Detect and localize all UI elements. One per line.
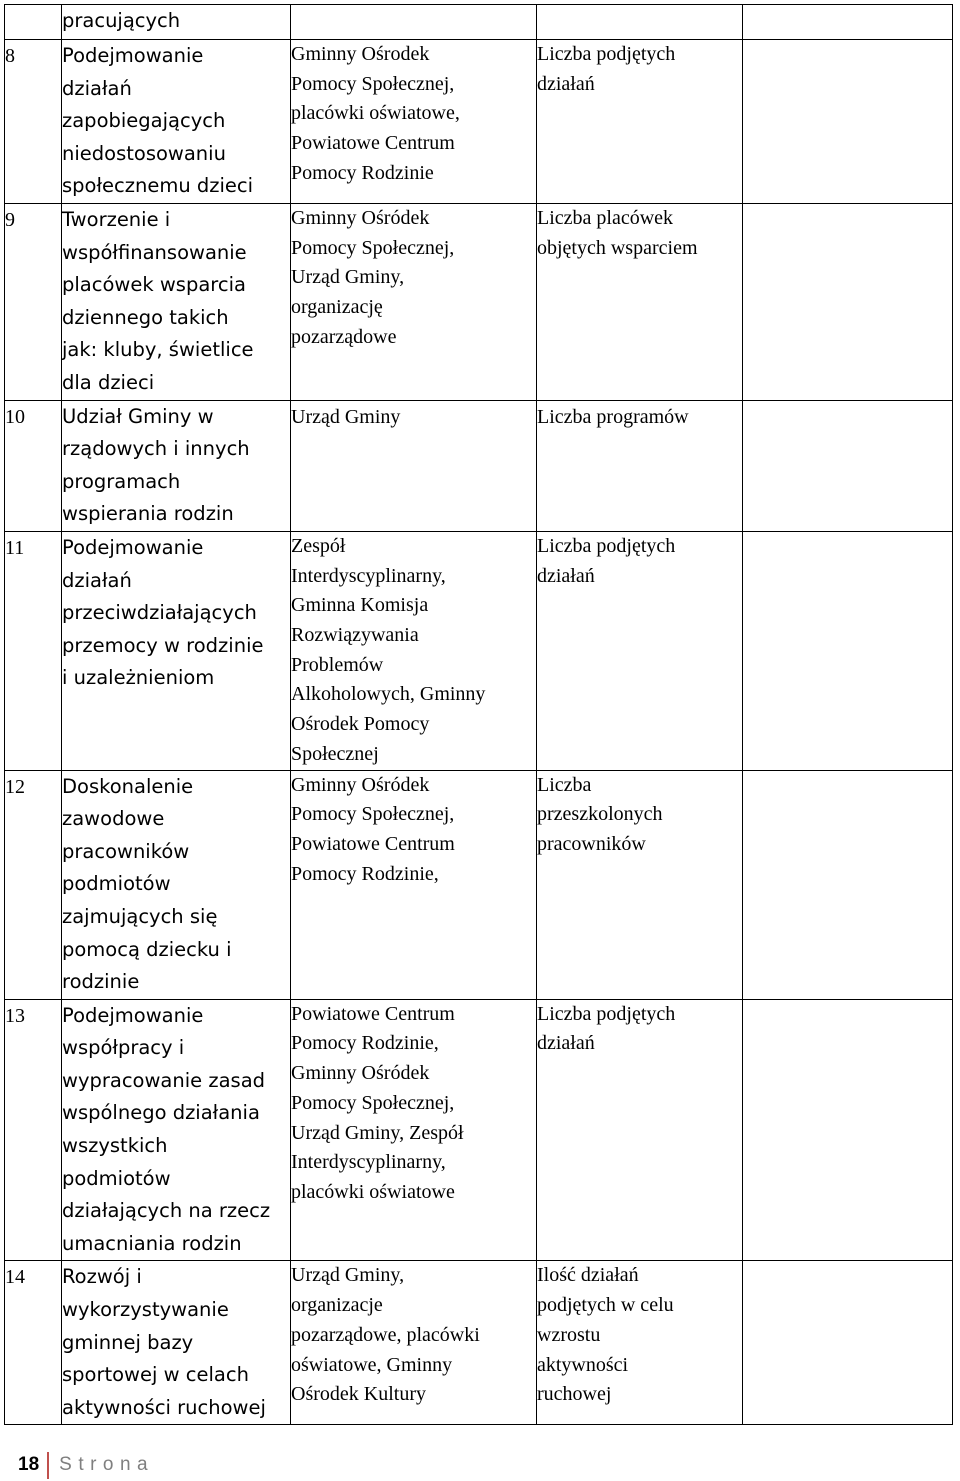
responsible-cell xyxy=(291,400,537,531)
responsible-cell xyxy=(291,770,537,999)
responsible-line: oświatowe, Gminny xyxy=(291,1353,453,1376)
responsible-line: placówki oświatowe xyxy=(291,1180,455,1203)
task-line: działających na rzecz xyxy=(62,1199,271,1223)
table-row xyxy=(5,203,953,400)
indicator-line: aktywności xyxy=(537,1353,629,1376)
responsible-line: Gminna Komisja xyxy=(291,594,429,617)
row-number-cell: 14 xyxy=(5,1261,62,1425)
task-line: zawodowe xyxy=(62,807,165,831)
task-line: gminnej bazy xyxy=(62,1330,194,1354)
indicator-line: Liczba podjętych xyxy=(537,534,676,557)
task-cell xyxy=(62,5,291,40)
task-line: współpracy i xyxy=(62,1036,185,1060)
responsible-cell xyxy=(291,5,537,40)
responsible-line: Problemów xyxy=(291,653,384,676)
task-line: Udział Gminy w xyxy=(62,404,214,428)
task-line: zapobiegających xyxy=(62,109,226,133)
responsible-cell xyxy=(291,40,537,204)
responsible-line: Pomocy Społecznej, xyxy=(291,236,455,259)
responsible-line: Powiatowe Centrum xyxy=(291,132,455,155)
task-cell xyxy=(62,531,291,770)
indicator-line: Liczba podjętych xyxy=(537,43,676,65)
row-number-cell: 12 xyxy=(5,770,62,999)
task-cell xyxy=(62,203,291,400)
indicator-cell xyxy=(537,40,743,204)
table-row-continuation xyxy=(5,5,953,40)
responsible-line: Gminny Ośródek xyxy=(291,206,430,229)
task-line: wykorzystywanie xyxy=(62,1298,229,1322)
task-line: aktywności ruchowej xyxy=(62,1395,266,1419)
empty-cell xyxy=(743,1261,953,1425)
responsible-line: Gminny Ośródek xyxy=(291,1062,430,1085)
indicator-line: działań xyxy=(537,564,595,587)
task-line: jak: kluby, świetlice xyxy=(62,338,254,362)
task-line: współfinansowanie xyxy=(62,240,247,264)
task-cell xyxy=(62,400,291,531)
responsible-line: Urząd Gminy, Zespół xyxy=(291,1121,464,1144)
indicator-cell xyxy=(537,770,743,999)
task-line: społecznemu dzieci xyxy=(62,174,254,198)
task-line: przemocy w rodzinie xyxy=(62,633,264,657)
responsible-line: Urząd Gminy xyxy=(291,405,401,428)
responsible-cell xyxy=(291,1261,537,1425)
footer-separator xyxy=(47,1452,49,1479)
task-line: Podejmowanie xyxy=(62,1003,204,1027)
task-line: podmiotów xyxy=(62,1166,171,1190)
responsible-line: Urząd Gminy, xyxy=(291,266,405,289)
row-number-cell xyxy=(5,5,62,40)
task-line: niedostosowaniu xyxy=(62,141,226,165)
task-line: rodzinie xyxy=(62,970,140,994)
responsible-line: Interdyscyplinarny, xyxy=(291,564,446,587)
responsible-line: Alkoholowych, Gminny xyxy=(291,683,486,706)
empty-cell xyxy=(743,999,953,1261)
indicator-line: działań xyxy=(537,72,595,95)
task-line: i uzależnieniom xyxy=(62,666,215,690)
responsible-line: organizacje xyxy=(291,1294,383,1317)
task-line: Podejmowanie xyxy=(62,535,204,559)
task-line: pracujących xyxy=(62,9,181,32)
tasks-table-body xyxy=(5,5,953,1425)
responsible-cell xyxy=(291,203,537,400)
responsible-line: Pomocy Rodzinie, xyxy=(291,1032,439,1055)
responsible-line: organizację xyxy=(291,296,383,319)
responsible-line: Pomocy Społecznej, xyxy=(291,803,455,826)
task-line: dla dzieci xyxy=(62,370,155,394)
responsible-line: Ośrodek Pomocy xyxy=(291,713,430,736)
responsible-line: Powiatowe Centrum xyxy=(291,832,455,855)
task-cell xyxy=(62,770,291,999)
indicator-line: wzrostu xyxy=(537,1323,601,1346)
empty-cell xyxy=(743,531,953,770)
task-line: Rozwój i xyxy=(62,1265,142,1289)
task-line: wspierania rodzin xyxy=(62,502,234,526)
indicator-line: przeszkolonych xyxy=(537,803,663,826)
task-line: działań xyxy=(62,76,132,100)
task-cell xyxy=(62,999,291,1261)
indicator-cell xyxy=(537,400,743,531)
task-line: programach xyxy=(62,469,181,493)
responsible-line: Ośrodek Kultury xyxy=(291,1383,426,1406)
responsible-line: Pomocy Społecznej, xyxy=(291,1091,455,1114)
responsible-line: pozarządowe xyxy=(291,325,397,348)
responsible-line: Gminny Ośródek xyxy=(291,773,430,796)
responsible-line: Pomocy Społecznej, xyxy=(291,72,455,95)
page-label: Strona xyxy=(59,1454,155,1475)
task-line: wspólnego działania xyxy=(62,1101,260,1125)
indicator-line: Liczba placówek xyxy=(537,206,674,229)
indicator-line: działań xyxy=(537,1032,595,1055)
task-line: Doskonalenie xyxy=(62,774,194,798)
indicator-line: objętych wsparciem xyxy=(537,236,698,259)
indicator-line: Ilość działań xyxy=(537,1264,639,1287)
indicator-line: Liczba programów xyxy=(537,405,689,428)
indicator-line: pracowników xyxy=(537,832,646,855)
responsible-line: pozarządowe, placówki xyxy=(291,1323,480,1346)
task-cell xyxy=(62,40,291,204)
indicator-cell xyxy=(537,999,743,1261)
task-cell xyxy=(62,1261,291,1425)
empty-cell xyxy=(743,203,953,400)
responsible-line: Interdyscyplinarny, xyxy=(291,1151,446,1174)
table-row xyxy=(5,999,953,1261)
indicator-cell xyxy=(537,531,743,770)
responsible-line: Społecznej xyxy=(291,742,379,765)
task-line: zajmujących się xyxy=(62,904,218,928)
indicator-line: podjętych w celu xyxy=(537,1294,674,1317)
task-line: dziennego takich xyxy=(62,305,229,329)
responsible-cell xyxy=(291,999,537,1261)
responsible-line: Zespół xyxy=(291,534,346,557)
table-row xyxy=(5,531,953,770)
page-number: 18 xyxy=(18,1454,40,1475)
task-line: wszystkich xyxy=(62,1134,168,1158)
task-line: Podejmowanie xyxy=(62,44,204,67)
indicator-line: Liczba podjętych xyxy=(537,1002,676,1025)
indicator-cell xyxy=(537,5,743,40)
row-number-cell: 11 xyxy=(5,531,62,770)
tasks-table xyxy=(4,4,953,1425)
table-row xyxy=(5,770,953,999)
task-line: pracowników xyxy=(62,839,190,863)
task-line: placówek wsparcia xyxy=(62,273,246,297)
table-row xyxy=(5,400,953,531)
indicator-cell xyxy=(537,203,743,400)
task-line: przeciwdziałających xyxy=(62,601,257,625)
indicator-line: Liczba xyxy=(537,773,592,796)
row-number-cell: 13 xyxy=(5,999,62,1261)
empty-cell xyxy=(743,40,953,204)
responsible-line: Pomocy Rodzinie, xyxy=(291,862,439,885)
indicator-cell xyxy=(537,1261,743,1425)
empty-cell xyxy=(743,770,953,999)
task-line: sportowej w celach xyxy=(62,1363,249,1387)
responsible-line: Urząd Gminy, xyxy=(291,1264,405,1287)
table-row xyxy=(5,40,953,204)
task-line: rządowych i innych xyxy=(62,437,250,461)
task-line: Tworzenie i xyxy=(62,207,171,231)
row-number-cell: 8 xyxy=(5,40,62,204)
task-line: wypracowanie zasad xyxy=(62,1068,266,1092)
responsible-line: Powiatowe Centrum xyxy=(291,1002,455,1025)
responsible-line: Pomocy Rodzinie xyxy=(291,161,434,184)
empty-cell xyxy=(743,5,953,40)
page-footer xyxy=(18,1449,154,1481)
task-line: działań xyxy=(62,568,132,592)
responsible-line: Rozwiązywania xyxy=(291,624,419,647)
row-number-cell: 9 xyxy=(5,203,62,400)
task-line: podmiotów xyxy=(62,872,171,896)
responsible-line: placówki oświatowe, xyxy=(291,102,460,125)
row-number-cell: 10 xyxy=(5,400,62,531)
task-line: pomocą dziecku i xyxy=(62,937,232,961)
table-row xyxy=(5,1261,953,1425)
task-line: umacniania rodzin xyxy=(62,1231,242,1255)
responsible-line: Gminny Ośrodek xyxy=(291,43,430,65)
empty-cell xyxy=(743,400,953,531)
responsible-cell xyxy=(291,531,537,770)
indicator-line: ruchowej xyxy=(537,1383,612,1406)
